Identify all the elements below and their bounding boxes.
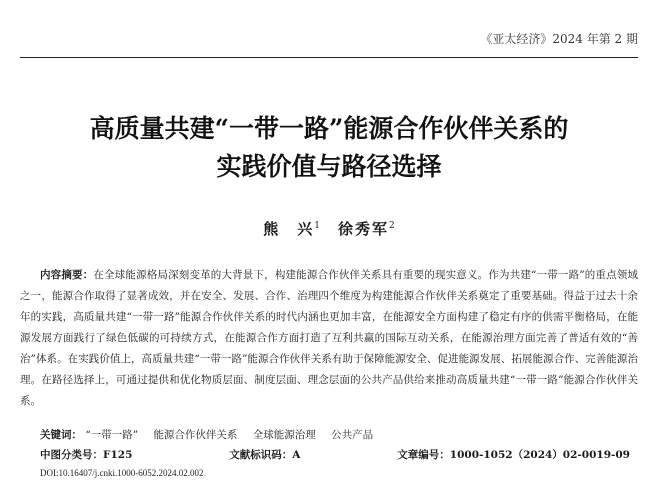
keyword: 能源合作伙伴关系 <box>153 429 238 441</box>
keyword: “一带一路” <box>85 429 139 441</box>
title-line-1: 高质量共建“一带一路”能源合作伙伴关系的 <box>89 114 569 143</box>
abstract-text: 在全球能源格局深刻变革的大背景下，构建能源合作伙伴关系具有重要的现实意义。作为共建“一带一路”的重点领域之一，能源合作取得了显著成效，并在安全、发展、合作、治理四个维度为构建能源合作伙伴关系奠定了重要基础。得益于过去十余年的实践，高质量共建“一带一路”能源合作伙伴关系的时代内涵也更加丰富，在能源安全方面构建了稳定有序的供需平衡格局，在能源发展方面践行了绿色低碳的可持续方式，在能源合作方面打造了互利共赢的国际互动关系，在能源治理方面完善了普适有效的“善治”体系。在实践价值上，高质量共建“一带一路”能源合作伙伴关系有助于保障能源安全、促进能源发展、拓展能源合作、完善能源治理。在路径选择上，可通过提供和优化物质层面、制度层面、理念层面的公共产品供给来推动高质量共建“一带一路”能源合作伙伴关系。 <box>20 269 639 407</box>
author-name: 熊 兴 <box>263 220 315 238</box>
article-title <box>10 110 648 186</box>
author-name: 徐秀军 <box>338 220 390 238</box>
keywords-label: 关键词： <box>40 429 82 441</box>
header-rule <box>20 57 638 58</box>
abstract-label: 内容摘要： <box>40 269 94 281</box>
keyword: 全球能源治理 <box>252 429 316 441</box>
article-metadata <box>40 447 630 462</box>
title-line-2: 实践价值与路径选择 <box>216 152 442 181</box>
keywords <box>40 427 638 442</box>
journal-header: 《亚太经济》2024 年第 2 期 <box>480 32 638 46</box>
keyword: 公共产品 <box>331 429 374 441</box>
document-code: 文献标识码：A <box>229 449 301 461</box>
article-number: 文章编号：1000-1052（2024）02-0019-09 <box>397 449 630 461</box>
doi: DOI:10.16407/j.cnki.1000-6052.2024.02.002 <box>40 468 204 478</box>
author-affiliation-mark: 1 <box>314 221 320 231</box>
author-affiliation-mark: 2 <box>389 221 395 231</box>
abstract <box>20 265 638 412</box>
clc-number: 中图分类号：F125 <box>40 449 133 461</box>
author-list <box>0 218 658 239</box>
